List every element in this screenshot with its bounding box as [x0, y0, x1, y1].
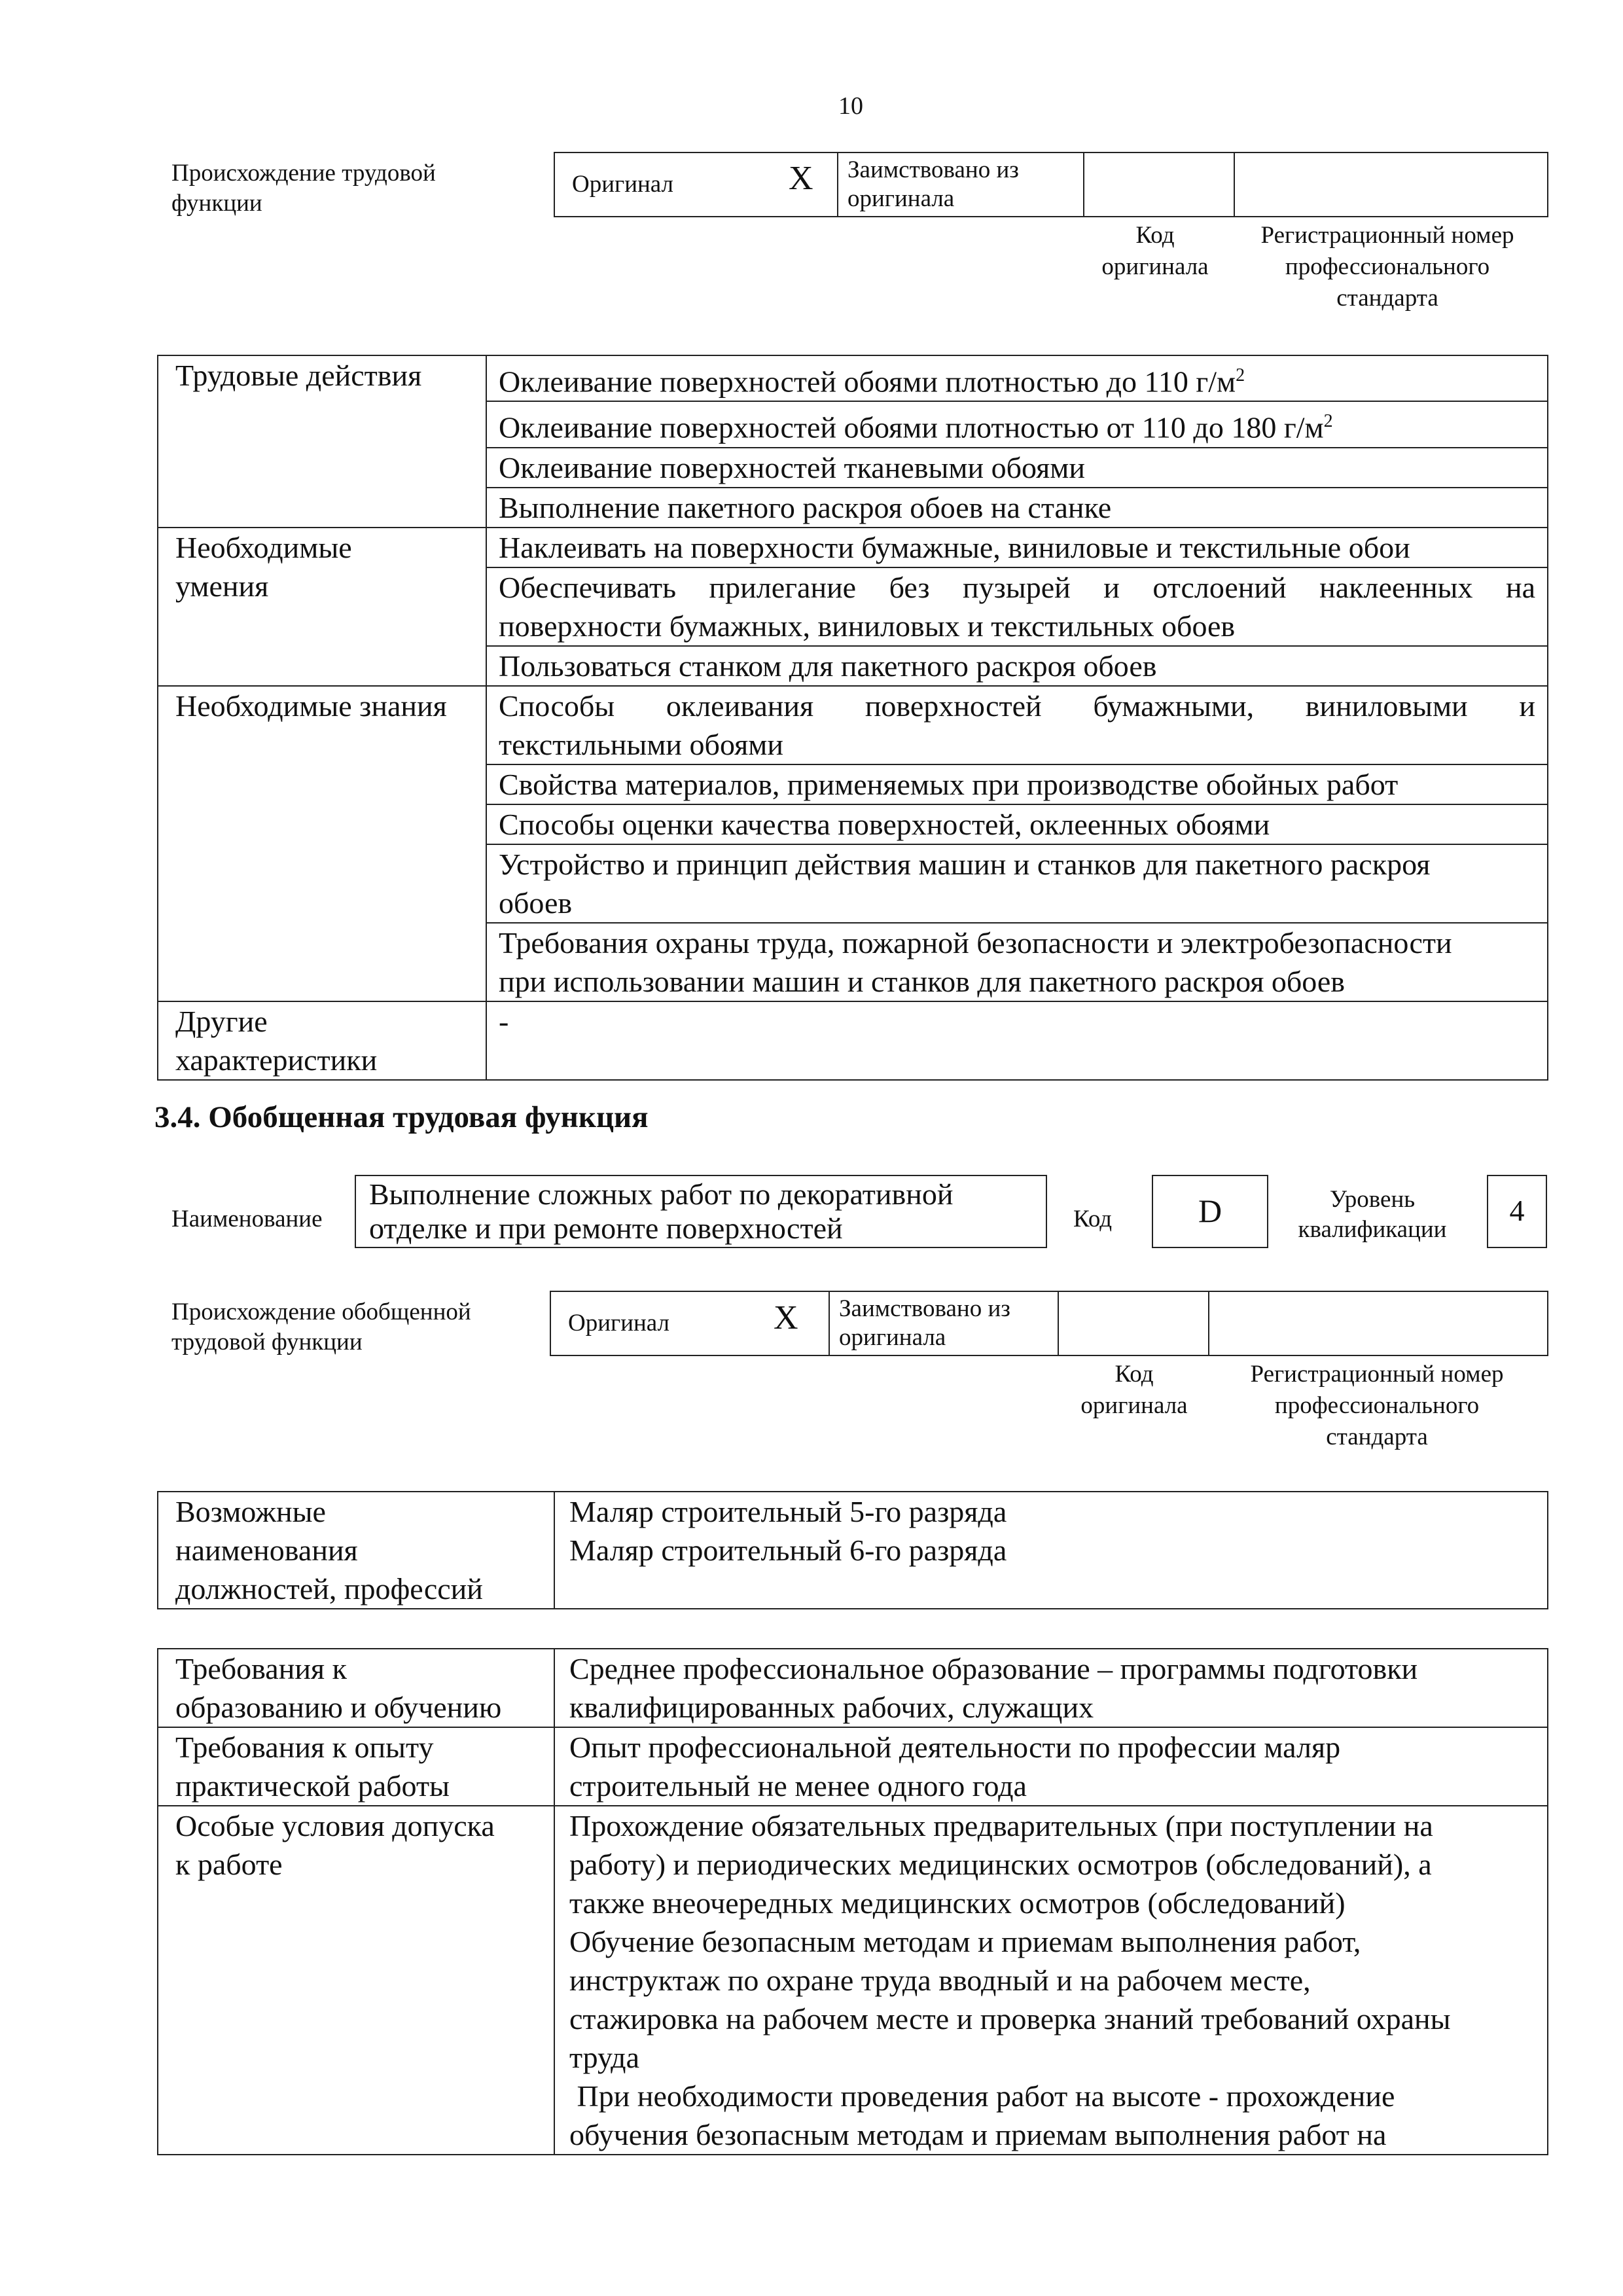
requirements-table: [157, 1648, 1548, 2155]
skill-2-line1: Обеспечивать прилегание без пузырей и отслоений наклеенных на: [499, 570, 1535, 604]
origin-borrowed-cell: [838, 152, 1084, 217]
conditions-line: обучения безопасным методам и приемам выполнения работ на: [569, 2118, 1387, 2151]
labor-action-3: Оклеивание поверхностей тканевыми обоями: [486, 448, 1548, 488]
level-label-line2: квалификации: [1298, 1216, 1447, 1243]
knowledge-label: Необходимые знания: [158, 686, 486, 1001]
conditions-line: труда: [569, 2041, 639, 2074]
experience-value: [554, 1727, 1548, 1806]
conditions-line: инструктаж по охране труда вводный и на рабочем месте,: [569, 1964, 1311, 1997]
education-line1: Среднее профессиональное образование – программы подготовки: [569, 1652, 1418, 1685]
positions-label-line2: наименования: [175, 1534, 358, 1567]
conditions-line: работу) и периодических медицинских осмотров (обследований), а: [569, 1848, 1432, 1881]
skills-label-line2: умения: [175, 569, 269, 603]
origin-label-line1: Происхождение трудовой: [171, 160, 436, 187]
origin-code-caption-line2: оригинала: [1101, 253, 1209, 280]
positions-values: [554, 1492, 1548, 1609]
name-box: [355, 1175, 1047, 1248]
knowledge-4-line1: Устройство и принцип действия машин и станков для пакетного раскроя: [499, 847, 1431, 881]
knowledge-5-line2: при использовании машин и станков для пакетного раскроя обоев: [499, 964, 1346, 998]
experience-label: [158, 1727, 554, 1806]
labor-action-4: Выполнение пакетного раскроя обоев на станке: [486, 488, 1548, 528]
knowledge-1-line2: текстильными обоями: [499, 727, 783, 761]
positions-label: [158, 1492, 554, 1609]
experience-line2: строительный не менее одного года: [569, 1769, 1027, 1803]
origin2-original-label: Оригинал: [568, 1310, 670, 1336]
page-number: 10: [838, 92, 863, 120]
education-label-line2: образованию и обучению: [175, 1691, 502, 1724]
experience-line1: Опыт профессиональной деятельности по профессии маляр: [569, 1731, 1341, 1764]
level-label-line1: Уровень: [1329, 1186, 1416, 1213]
other-value: -: [486, 1001, 1548, 1080]
education-label-line1: Требования к: [175, 1652, 347, 1685]
knowledge-1: [486, 686, 1548, 764]
origin-borrowed-line2: оригинала: [847, 185, 955, 212]
knowledge-5: [486, 923, 1548, 1001]
other-label-line2: характеристики: [175, 1043, 378, 1077]
conditions-line: стажировка на рабочем месте и проверка знаний требований охраны: [569, 2002, 1451, 2036]
origin2-code-caption: [1059, 1359, 1209, 1422]
origin2-borrowed-cell: [829, 1291, 1058, 1355]
origin2-code-cell: [1058, 1291, 1209, 1355]
knowledge-2: Свойства материалов, применяемых при производстве обойных работ: [486, 764, 1548, 804]
origin2-borrowed-line1: Заимствовано из: [839, 1295, 1010, 1322]
origin2-borrowed-line2: оригинала: [839, 1324, 946, 1351]
knowledge-4-line2: обоев: [499, 886, 573, 920]
origin2-reg-caption-line2: профессионального: [1274, 1392, 1480, 1419]
origin2-mark: X: [774, 1299, 798, 1336]
origin-mark: X: [789, 160, 813, 197]
conditions-line: Прохождение обязательных предварительных (при поступлении на: [569, 1809, 1433, 1842]
origin2-code-caption-line1: Код: [1115, 1361, 1154, 1388]
origin-table: [554, 152, 1548, 217]
function-table: [157, 355, 1548, 1081]
origin2-code-caption-line2: оригинала: [1080, 1392, 1188, 1419]
knowledge-5-line1: Требования охраны труда, пожарной безопасности и электробезопасности: [499, 925, 1452, 960]
code-label: Код: [1073, 1206, 1113, 1232]
name-label: Наименование: [171, 1206, 323, 1232]
labor-action-1: Оклеивание поверхностей обоями плотностью до 110 $г/м^2$: [486, 355, 1548, 401]
skills-label-line1: Необходимые: [175, 530, 352, 564]
origin-code-caption: [1080, 220, 1230, 283]
education-value: [554, 1649, 1548, 1727]
origin2-original-cell: [550, 1291, 829, 1355]
skill-3: Пользоваться станком для пакетного раскроя обоев: [486, 646, 1548, 686]
positions-label-line1: Возможные: [175, 1495, 326, 1528]
origin2-reg-caption-line3: стандарта: [1326, 1424, 1428, 1450]
conditions-label: [158, 1806, 554, 2155]
education-label: [158, 1649, 554, 1727]
conditions-label-line1: Особые условия допуска: [175, 1809, 495, 1842]
origin-reg-caption-line2: профессионального: [1285, 253, 1490, 280]
origin2-table: [550, 1291, 1548, 1356]
code-box: D: [1152, 1175, 1268, 1248]
labor-action-2: Оклеивание поверхностей обоями плотностью от 110 до 180 $г/м^2$: [486, 401, 1548, 447]
section-heading: 3.4. Обобщенная трудовая функция: [154, 1100, 649, 1134]
skills-label: [158, 528, 486, 686]
education-line2: квалифицированных рабочих, служащих: [569, 1691, 1094, 1724]
position-item: Маляр строительный 5-го разряда: [569, 1495, 1007, 1528]
positions-label-line3: должностей, профессий: [175, 1572, 483, 1605]
labor-actions-label: Трудовые действия: [158, 355, 486, 528]
origin-original-cell: [554, 152, 837, 217]
origin2-reg-cell: [1209, 1291, 1548, 1355]
origin2-label-line2: трудовой функции: [171, 1329, 363, 1355]
origin-code-cell: [1084, 152, 1234, 217]
name-line1: Выполнение сложных работ по декоративной: [369, 1177, 954, 1211]
knowledge-3: Способы оценки качества поверхностей, оклеенных обоями: [486, 804, 1548, 844]
origin-original-label: Оригинал: [572, 171, 674, 198]
conditions-line: Обучение безопасным методам и приемам выполнения работ,: [569, 1925, 1361, 1958]
origin2-reg-caption: [1215, 1359, 1539, 1453]
conditions-line: При необходимости проведения работ на высоте - прохождение: [569, 2079, 1395, 2113]
skill-2: [486, 567, 1548, 646]
name-line2: отделке и при ремонте поверхностей: [369, 1211, 843, 1245]
level-box: 4: [1487, 1175, 1547, 1248]
origin2-reg-caption-line1: Регистрационный номер: [1250, 1361, 1504, 1388]
origin-code-caption-line1: Код: [1135, 222, 1175, 249]
experience-label-line2: практической работы: [175, 1769, 450, 1803]
knowledge-4: [486, 844, 1548, 923]
origin-reg-cell: [1234, 152, 1548, 217]
knowledge-1-line1: Способы оклеивания поверхностей бумажными, виниловыми и: [499, 689, 1535, 723]
origin2-label-line1: Происхождение обобщенной: [171, 1299, 471, 1325]
experience-label-line1: Требования к опыту: [175, 1731, 434, 1764]
origin-reg-caption-line3: стандарта: [1336, 285, 1438, 312]
origin2-label: [171, 1297, 471, 1357]
origin-reg-caption-line1: Регистрационный номер: [1260, 222, 1514, 249]
conditions-label-line2: к работе: [175, 1848, 283, 1881]
origin-borrowed-line1: Заимствовано из: [847, 156, 1019, 183]
skill-1: Наклеивать на поверхности бумажные, виниловые и текстильные обои: [486, 528, 1548, 567]
conditions-value: [554, 1806, 1548, 2155]
skill-2-line2: поверхности бумажных, виниловых и текстильных обоев: [499, 609, 1236, 643]
origin-reg-caption: [1230, 220, 1544, 314]
position-item: Маляр строительный 6-го разряда: [569, 1534, 1007, 1567]
other-label: [158, 1001, 486, 1080]
origin-label-line2: функции: [171, 190, 262, 217]
conditions-line: также внеочередных медицинских осмотров (обследований): [569, 1886, 1346, 1920]
level-label: [1284, 1185, 1461, 1245]
origin-label: [171, 158, 436, 219]
other-label-line1: Другие: [175, 1004, 268, 1038]
positions-table: [157, 1491, 1548, 1609]
